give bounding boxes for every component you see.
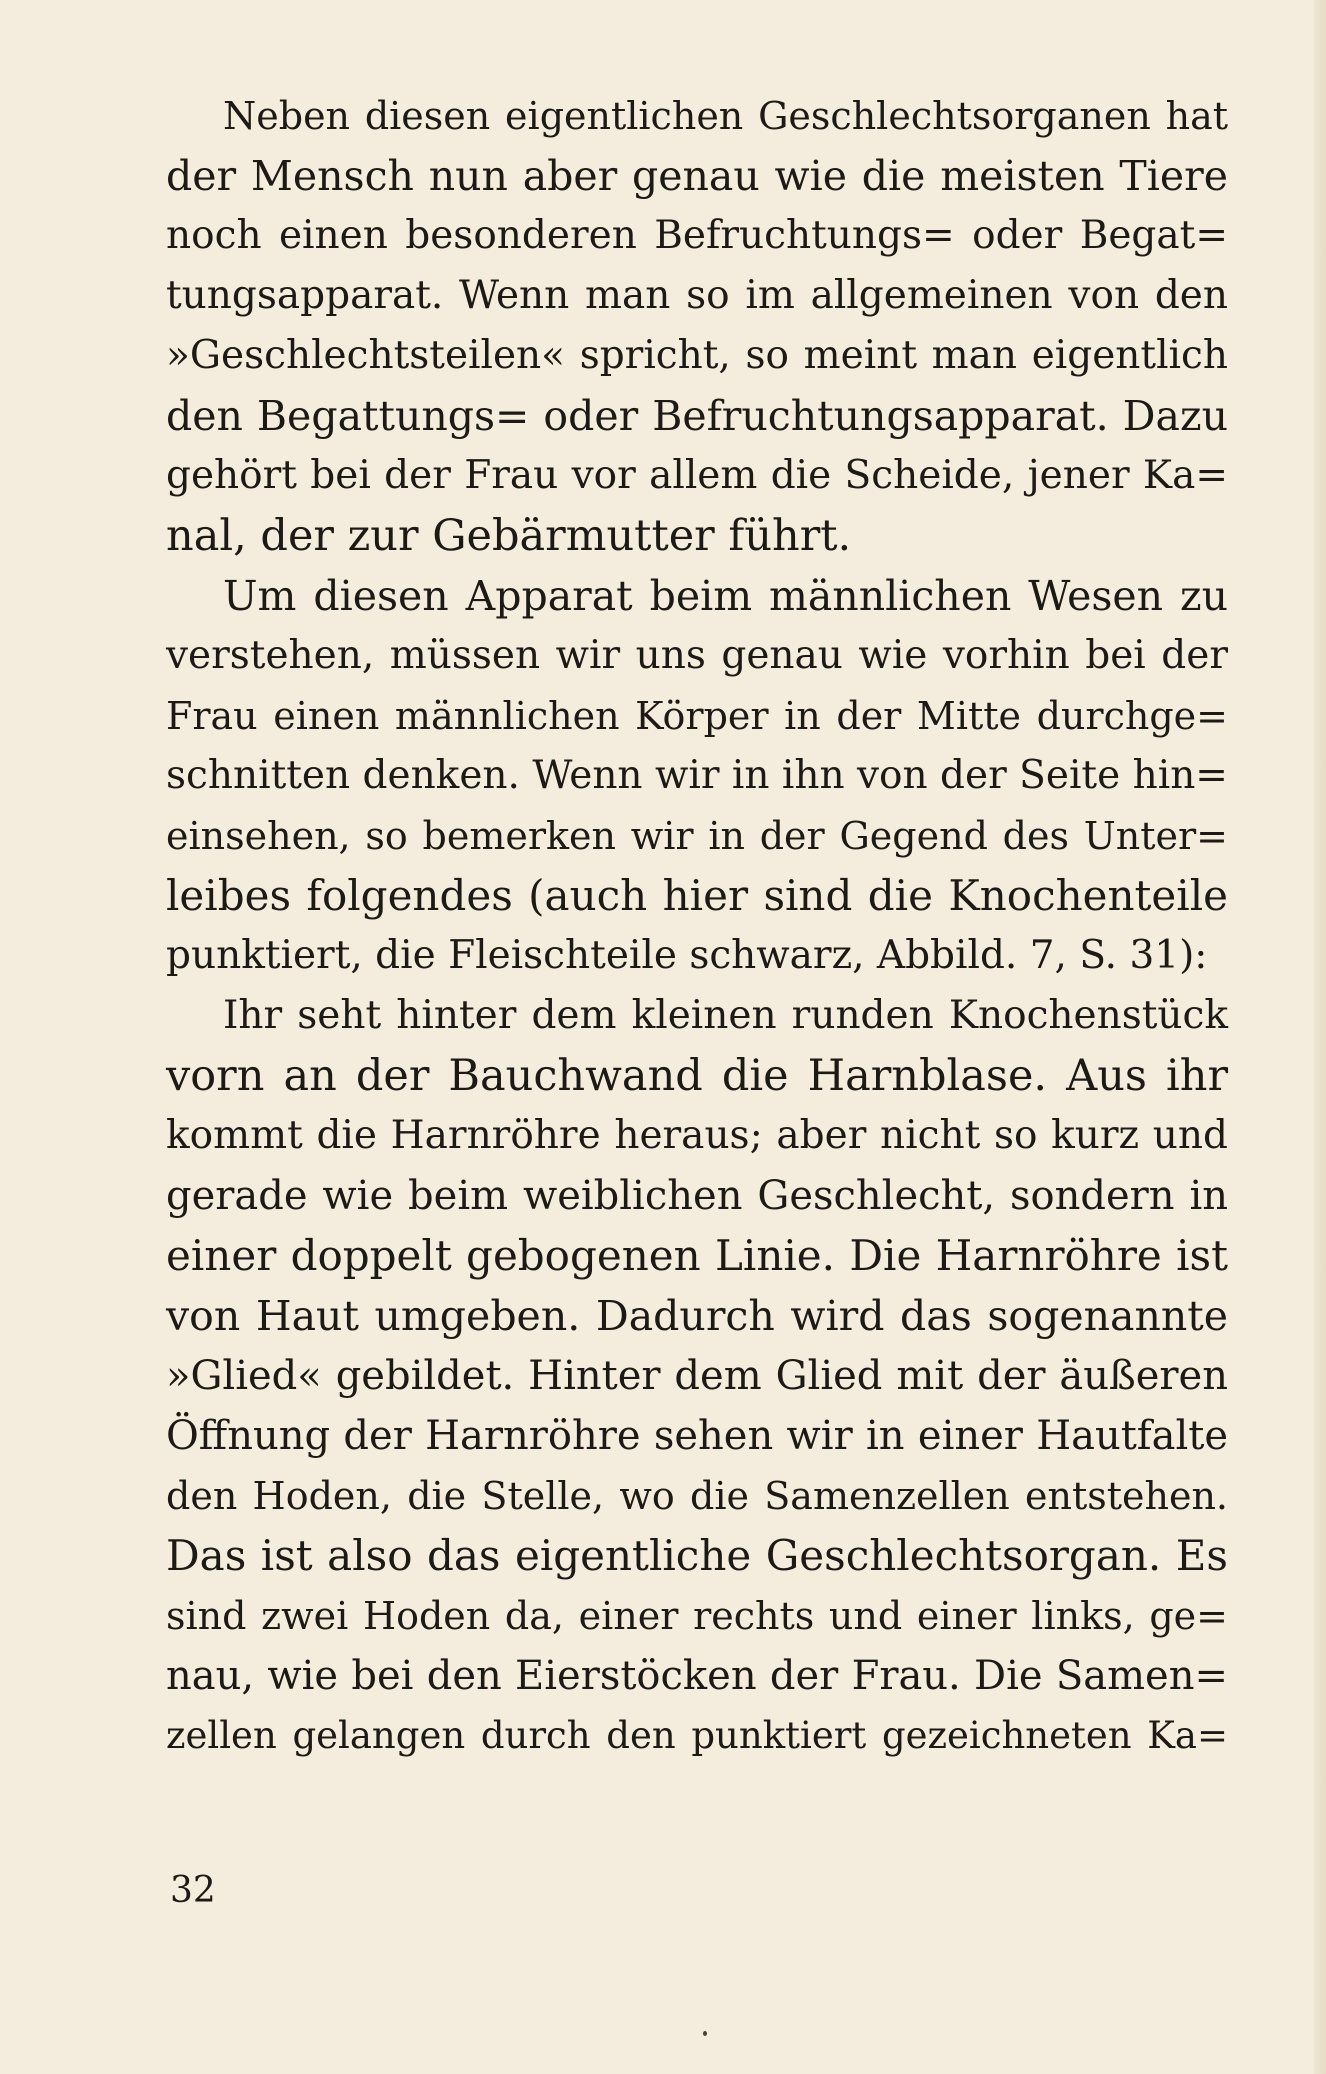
text-line: sind zwei Hoden da, einer rechts und einer links, ge= (166, 1594, 1228, 1638)
text-line: kommt die Harnröhre heraus; aber nicht so kurz und (166, 1113, 1228, 1158)
paper-speck (703, 2031, 707, 2036)
text-line: gerade wie beim weiblichen Geschlecht, sondern in (166, 1173, 1228, 1219)
text-line: »Geschlechtsteilen« spricht, so meint man eigentlich (166, 333, 1228, 378)
text-line: von Haut umgeben. Dadurch wird das sogenannte (166, 1292, 1228, 1340)
text-line: schnitten denken. Wenn wir in ihn von der Seite hin= (166, 753, 1228, 798)
text-line: Öffnung der Harnröhre sehen wir in einer Hautfalte (166, 1413, 1228, 1459)
text-line: den Hoden, die Stelle, wo die Samenzellen entstehen. (166, 1474, 1228, 1518)
text-line: tungsapparat. Wenn man so im allgemeinen von den (166, 273, 1228, 318)
body-text (166, 86, 1228, 1766)
text-line: Das ist also das eigentliche Geschlechtsorgan. Es (166, 1531, 1228, 1580)
text-line: vorn an der Bauchwand die Harnblase. Aus ihr (166, 1051, 1228, 1101)
text-line: einer doppelt gebogenen Linie. Die Harnröhre ist (166, 1231, 1228, 1280)
text-line: leibes folgendes (auch hier sind die Knochenteile (166, 871, 1228, 920)
text-line: nau, wie bei den Eierstöcken der Frau. Die Samen= (166, 1653, 1228, 1699)
text-line: Neben diesen eigentlichen Geschlechtsorganen hat (223, 94, 1228, 138)
text-line: nal, der zur Gebärmutter führt. (166, 511, 852, 561)
text-line: zellen gelangen durch den punktiert gezeichneten Ka= (166, 1714, 1228, 1757)
text-line: der Mensch nun aber genau wie die meisten Tiere (166, 152, 1228, 200)
page-edge-shadow (1314, 0, 1326, 2074)
text-line: Ihr seht hinter dem kleinen runden Knochenstück (223, 993, 1228, 1038)
text-line: verstehen, müssen wir uns genau wie vorhin bei der (166, 633, 1228, 678)
text-line: Um diesen Apparat beim männlichen Wesen zu (223, 572, 1228, 620)
text-line: Frau einen männlichen Körper in der Mitte durchge= (166, 694, 1228, 738)
text-line: den Begattungs= oder Befruchtungsapparat. Dazu (166, 392, 1228, 440)
page-number: 32 (170, 1870, 216, 1911)
text-line: noch einen besonderen Befruchtungs= oder Begat= (166, 213, 1228, 258)
text-line: punktiert, die Fleischteile schwarz, Abbild. 7, S. 31): (166, 933, 1208, 978)
text-line: einsehen, so bemerken wir in der Gegend des Unter= (166, 814, 1228, 858)
text-line: »Glied« gebildet. Hinter dem Glied mit der äußeren (166, 1353, 1228, 1399)
text-line: gehört bei der Frau vor allem die Scheide, jener Ka= (166, 453, 1228, 498)
